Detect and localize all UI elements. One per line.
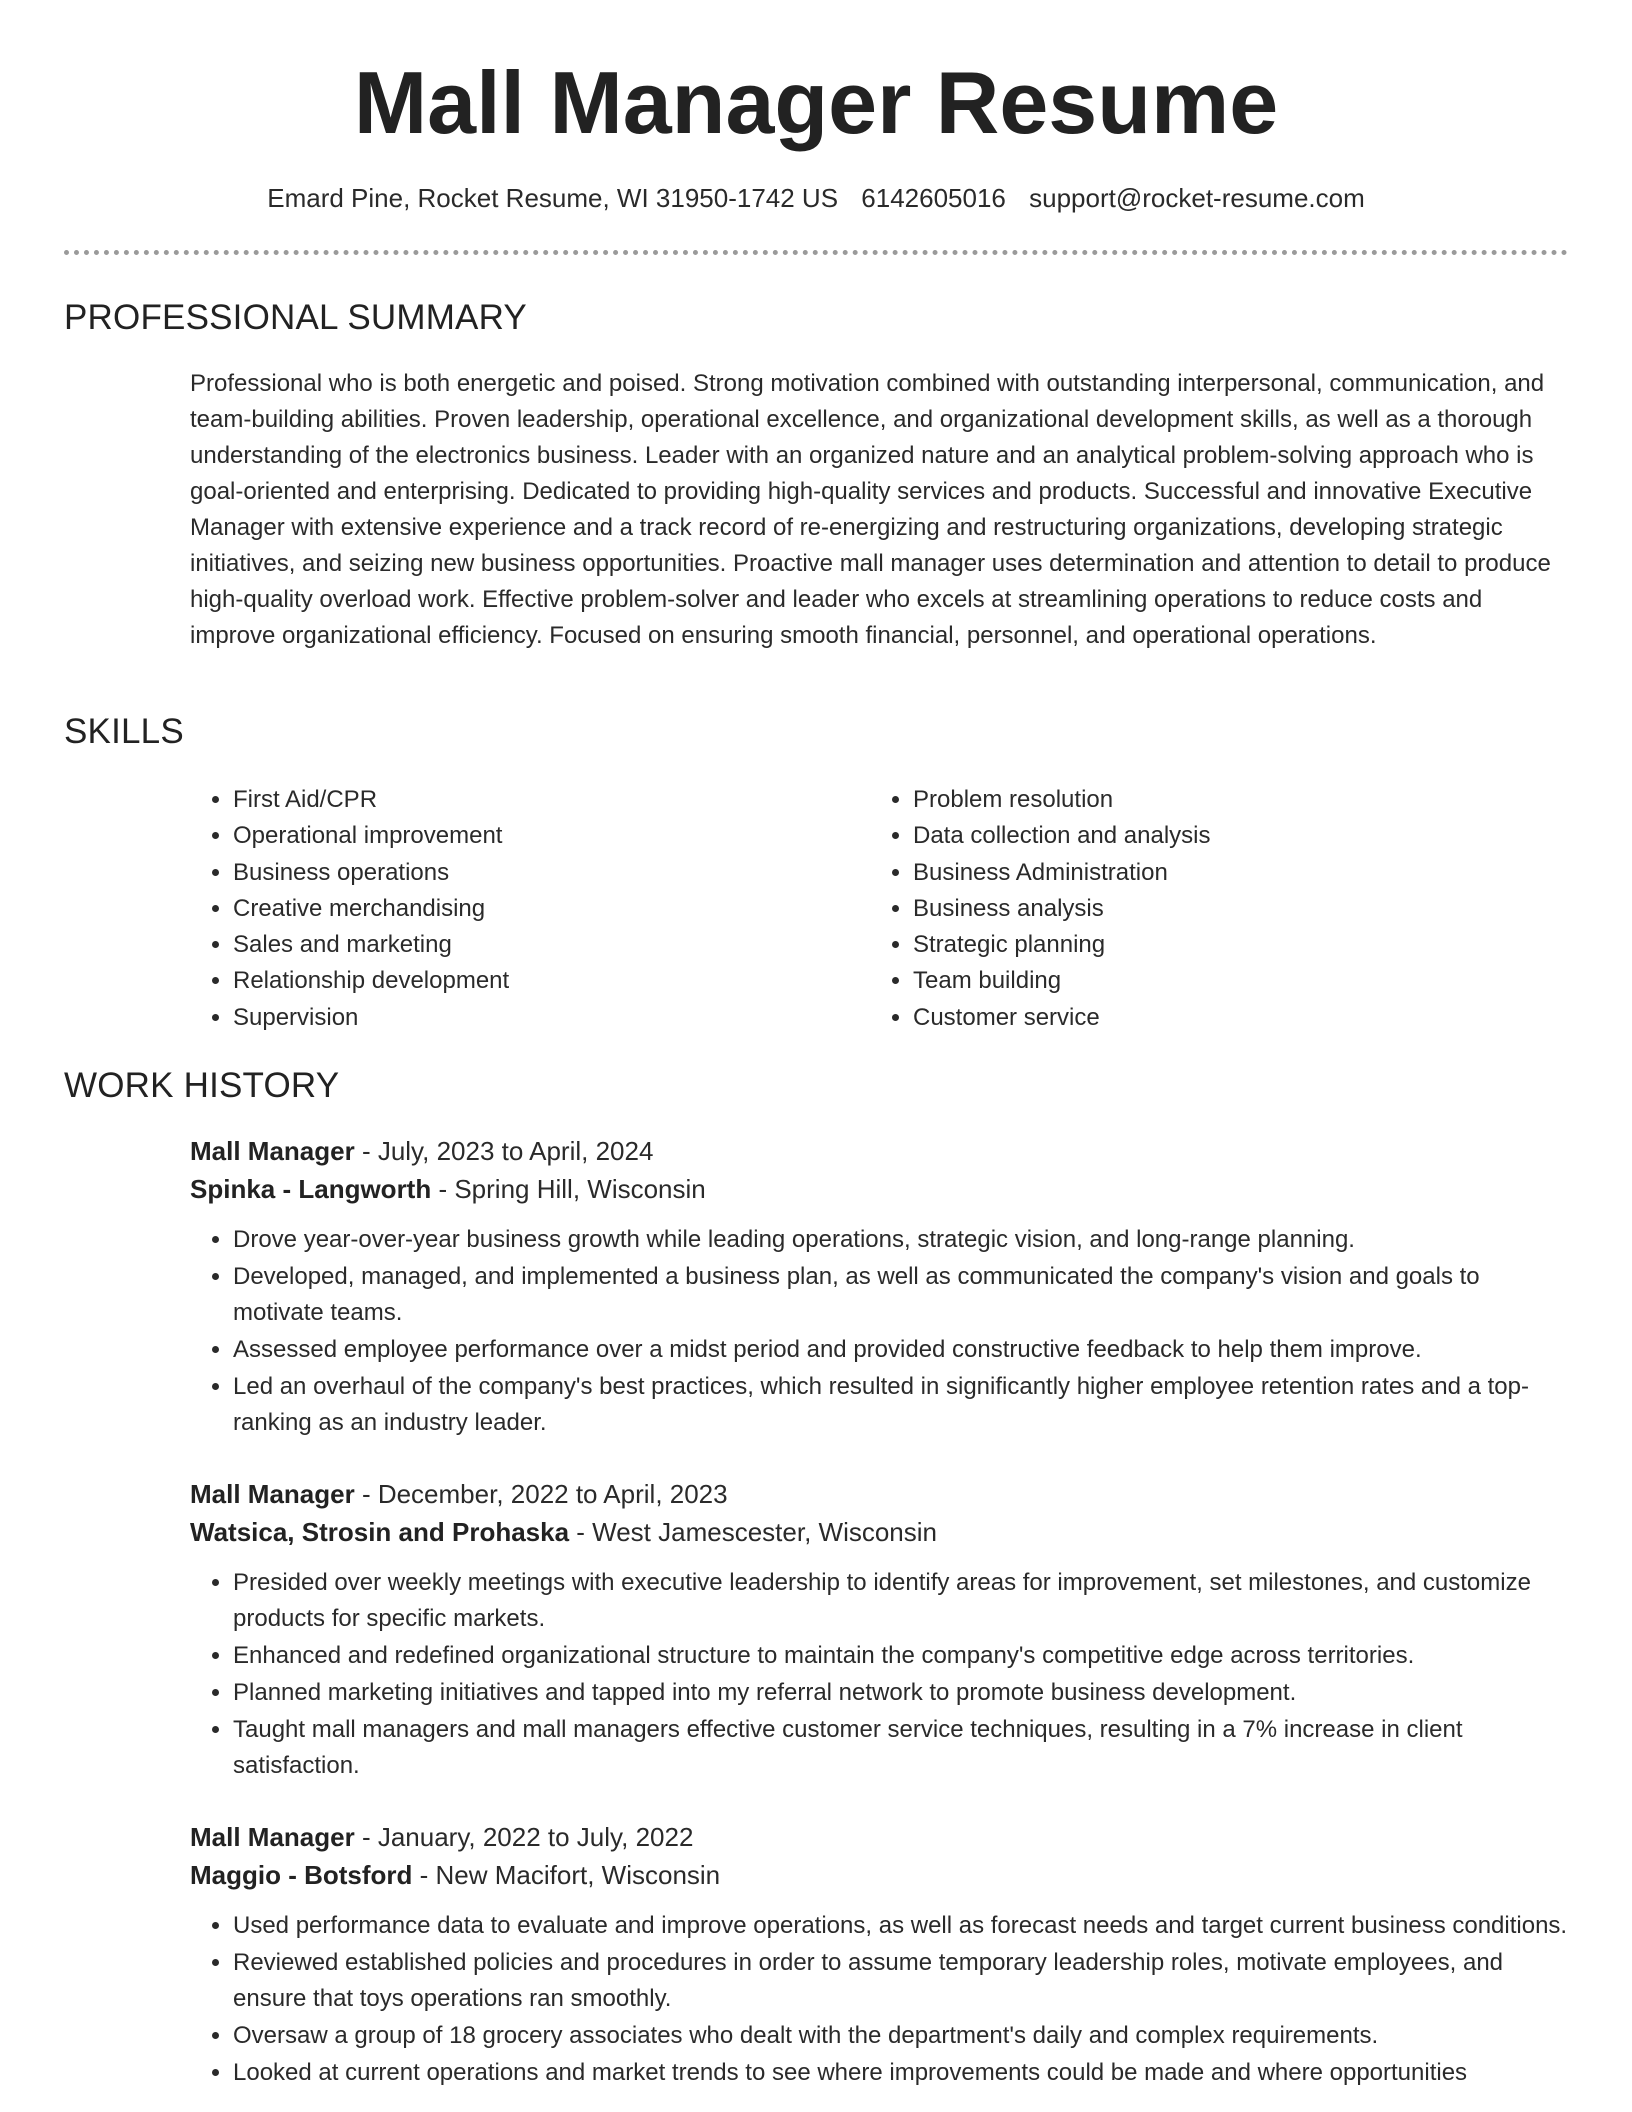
skills-list-right (870, 782, 1533, 1036)
job-company: Spinka - Langworth (190, 1174, 432, 1204)
job-title: Mall Manager (190, 1136, 355, 1166)
contact-email: support@rocket-resume.com (1029, 183, 1365, 213)
skill-item: • Business Administration (913, 855, 1533, 891)
skill-item: • First Aid/CPR (233, 782, 853, 818)
duty-item: • Drove year-over-year business growth while leading operations, strategic vision, and long-range planning. (233, 1222, 1570, 1258)
skill-item: • Customer service (913, 1000, 1533, 1036)
job-company-line (190, 1856, 1570, 1894)
job-duties (190, 1908, 1570, 2091)
job-title-line (190, 1132, 1570, 1170)
duty-item: • Developed, managed, and implemented a business plan, as well as communicated the company's vision and goals to motivate teams. (233, 1259, 1570, 1331)
contact-line (0, 180, 1632, 216)
skill-item: • Business analysis (913, 891, 1533, 927)
job-entry (190, 1818, 1570, 2092)
duty-item: • Assessed employee performance over a midst period and provided constructive feedback to help them improve. (233, 1332, 1570, 1368)
resume-title: Mall Manager Resume (353, 53, 1279, 152)
job-entry (190, 1475, 1570, 1785)
skill-item: • Sales and marketing (233, 927, 853, 963)
duty-item: • Oversaw a group of 18 grocery associates who dealt with the department's daily and complex requirements. (233, 2018, 1570, 2054)
contact-address: Emard Pine, Rocket Resume, WI 31950-1742 US (267, 183, 839, 213)
skill-item: • Operational improvement (233, 818, 853, 854)
job-company: Maggio - Botsford (190, 1860, 413, 1890)
duty-item: • Taught mall managers and mall managers effective customer service techniques, resulting in a 7% increase in client satisfaction. (233, 1712, 1570, 1784)
job-company: Watsica, Strosin and Prohaska (190, 1517, 570, 1547)
job-dates: - December, 2022 to April, 2023 (354, 1479, 728, 1509)
job-title-line (190, 1475, 1570, 1513)
skill-item: • Team building (913, 963, 1533, 999)
skill-item: • Strategic planning (913, 927, 1533, 963)
summary-text: Professional who is both energetic and poised. Strong motivation combined with outstanding interpersonal, communication, and team-building abilities. Proven leadership, operational excellence, and organizational development skills, as well as a thorough understanding of the electronics business. Leader with an organized nature and an analytical problem-solving approach who is goal-oriented and enterprising. Dedicated to providing high-quality services and products. Successful and innovative Executive Manager with extensive experience and a track record of re-energizing and restructuring organizations, developing strategic initiatives, and seizing new business opportunities. Proactive mall manager uses determination and attention to detail to produce high-quality overload work. Effective problem-solver and leader who excels at streamlining operations to reduce costs and improve organizational efficiency. Focused on ensuring smooth financial, personnel, and operational operations. (190, 370, 1551, 649)
job-location: - Spring Hill, Wisconsin (431, 1174, 706, 1204)
job-title: Mall Manager (190, 1479, 355, 1509)
skill-item: • Supervision (233, 1000, 853, 1036)
duty-item: • Reviewed established policies and procedures in order to assume temporary leadership roles, motivate employees, and ensure that toys operations ran smoothly. (233, 1945, 1570, 2017)
contact-phone: 6142605016 (861, 183, 1006, 213)
duty-item: • Presided over weekly meetings with executive leadership to identify areas for improvement, set milestones, and customize products for specific markets. (233, 1565, 1570, 1637)
job-location: - West Jamescester, Wisconsin (569, 1517, 937, 1547)
job-company-line (190, 1513, 1570, 1551)
skill-item: • Business operations (233, 855, 853, 891)
duty-item: • Enhanced and redefined organizational structure to maintain the company's competitive edge across territories. (233, 1638, 1570, 1674)
skill-item: • Relationship development (233, 963, 853, 999)
duty-item: • Planned marketing initiatives and tapped into my referral network to promote business development. (233, 1675, 1570, 1711)
skills-heading: SKILLS (64, 712, 184, 751)
skill-item: • Creative merchandising (233, 891, 853, 927)
job-location: - New Macifort, Wisconsin (412, 1860, 721, 1890)
duty-item: • Looked at current operations and market trends to see where improvements could be made and where opportunities (233, 2055, 1570, 2091)
duty-item: • Led an overhaul of the company's best practices, which resulted in significantly higher employee retention rates and a top-ranking as an industry leader. (233, 1369, 1570, 1441)
duty-item: • Used performance data to evaluate and improve operations, as well as forecast needs and target current business conditions. (233, 1908, 1570, 1944)
job-entry (190, 1132, 1570, 1442)
skill-item: • Problem resolution (913, 782, 1533, 818)
job-dates: - July, 2023 to April, 2024 (354, 1136, 654, 1166)
work-history-heading: WORK HISTORY (64, 1066, 340, 1105)
summary-heading: PROFESSIONAL SUMMARY (64, 298, 527, 337)
job-duties (190, 1565, 1570, 1784)
skills-list-left (190, 782, 853, 1036)
job-duties (190, 1222, 1570, 1441)
job-company-line (190, 1170, 1570, 1208)
job-dates: - January, 2022 to July, 2022 (354, 1822, 694, 1852)
job-title-line (190, 1818, 1570, 1856)
header-divider (64, 250, 1568, 255)
job-title: Mall Manager (190, 1822, 355, 1852)
skill-item: • Data collection and analysis (913, 818, 1533, 854)
